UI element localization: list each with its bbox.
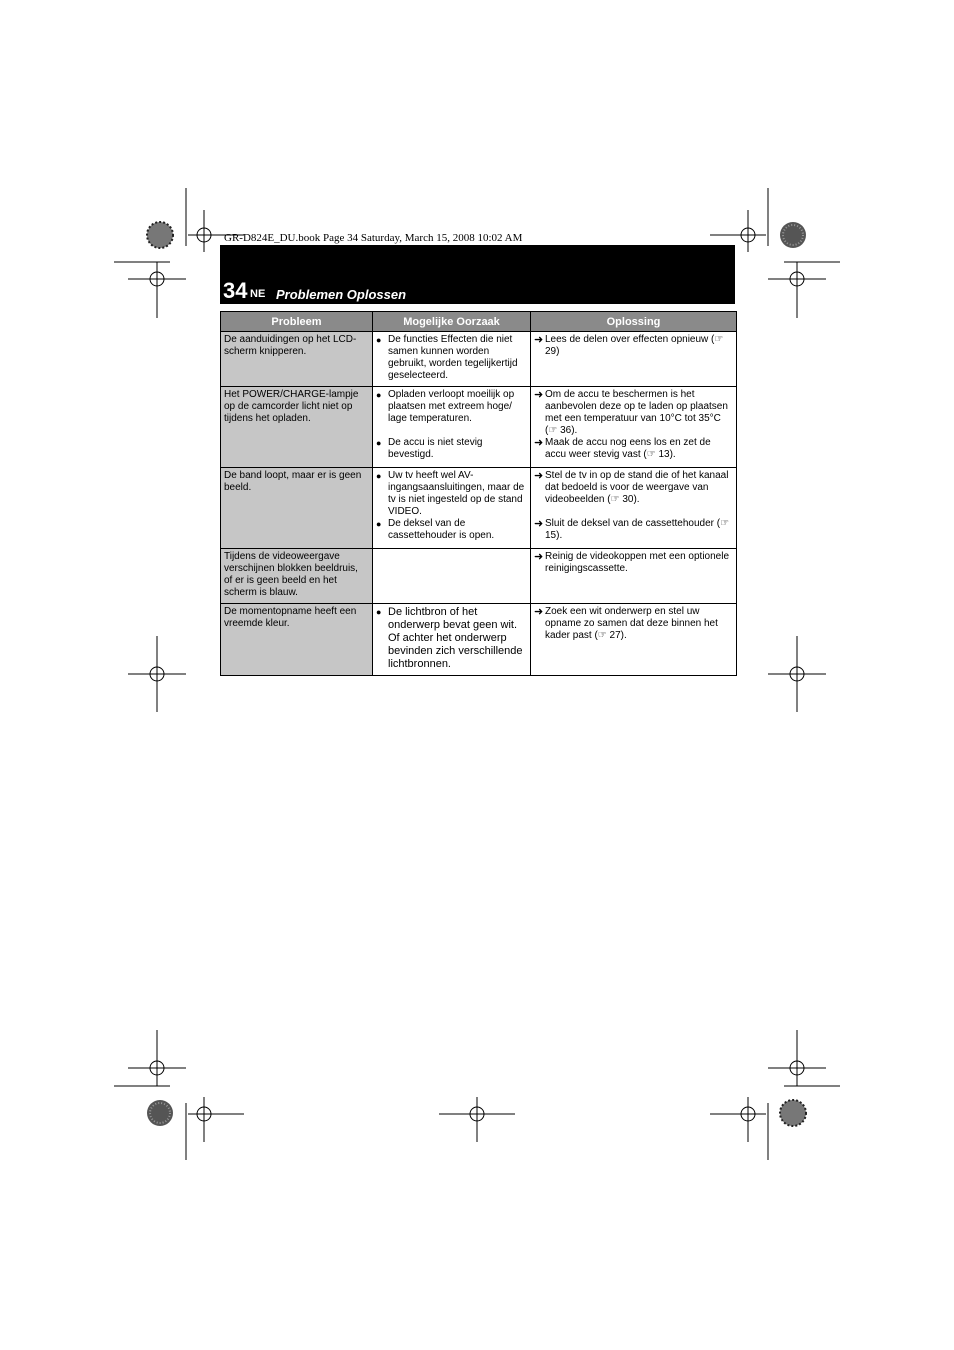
solution-text: Om de accu te beschermen is het aanbevolen deze op te laden op plaatsen met een temperatuur van 10°C tot 35°C (☞ 36). [545,389,728,436]
cause-item [376,518,527,542]
solution-cell [531,604,737,676]
solution-text: Reinig de videokoppen met een optionele reinigingscassette. [545,551,730,574]
cause-cell [373,387,531,468]
problem-cell: Het POWER/CHARGE-lampje op de camcorder licht niet op tijdens het opladen. [221,387,373,468]
solution-cell [531,549,737,604]
cause-text: De deksel van de cassettehouder is open. [388,518,495,541]
registration-mark-icon [710,1097,766,1142]
cause-text: De lichtbron of het onderwerp bevat geen wit. Of achter het onderwerp bevinden zich verschillende lichtbronnen. [388,606,523,670]
bullet-dot-icon: ● [376,390,382,400]
problem-cell: De momentopname heeft een vreemde kleur. [221,604,373,676]
cause-text: Uw tv heeft wel AV-ingangsaansluitingen, maar de tv is niet ingesteld op de stand VIDEO. [388,470,525,517]
solution-cell [531,468,737,549]
registration-mark-icon [768,636,826,712]
table-row [221,387,737,468]
bullet-dot-icon: ● [376,471,382,481]
cause-text: De accu is niet stevig bevestigd. [388,437,483,460]
starburst-target-icon [780,222,806,248]
solution-text: Maak de accu nog eens los en zet de accu weer stevig vast (☞ 13). [545,437,711,460]
cause-item [376,470,527,518]
solution-item [534,437,733,461]
troubleshooting-table [220,311,737,676]
language-code: NE [250,288,266,300]
solution-text: Stel de tv in op de stand die of het kanaal dat bedoeld is voor de weergave van videobeelden (☞ 30). [545,470,729,505]
arrow-right-icon: ➜ [534,518,544,530]
cause-item [376,334,527,382]
starburst-target-icon [147,222,173,248]
solution-text: Sluit de deksel van de cassettehouder (☞ 15). [545,518,730,541]
bullet-dot-icon: ● [376,519,382,529]
starburst-target-icon [780,1100,806,1126]
solution-item [534,606,733,642]
registration-mark-icon [768,1030,840,1086]
problem-cell: Tijdens de videoweergave verschijnen blokken beeldruis, of er is geen beeld en het scherm is blauw. [221,549,373,604]
bullet-dot-icon: ● [376,607,382,617]
section-title: Problemen Oplossen [276,287,407,302]
table-row [221,332,737,387]
solution-item [534,389,733,437]
solution-cell [531,387,737,468]
arrow-right-icon: ➜ [534,437,544,449]
registration-mark-icon [439,1097,515,1142]
registration-mark-icon [114,1030,186,1086]
page-number: 34 [223,278,248,303]
cause-text: De functies Effecten die niet samen kunnen worden gebruikt, worden tegelijkertijd geselecteerd. [388,334,518,381]
column-header-solution: Oplossing [531,312,737,332]
arrow-right-icon: ➜ [534,334,544,346]
table-row [221,604,737,676]
solution-item [534,551,733,575]
bullet-dot-icon: ● [376,438,382,448]
arrow-right-icon: ➜ [534,389,544,401]
cause-cell [373,468,531,549]
print-slug: GR-D824E_DU.book Page 34 Saturday, March 15, 2008 10:02 AM [224,232,523,244]
arrow-right-icon: ➜ [534,470,544,482]
bullet-dot-icon: ● [376,335,382,345]
cause-text: Opladen verloopt moeilijk op plaatsen met extreem hoge/ lage temperaturen. [388,389,515,424]
registration-mark-icon [128,636,186,712]
solution-item [534,470,733,506]
solution-text: Zoek een wit onderwerp en stel uw opname zo samen dat deze binnen het kader past (☞ 27). [545,606,718,641]
registration-mark-icon [114,262,186,318]
solution-item [534,518,733,542]
starburst-target-icon [147,1100,173,1126]
column-header-problem: Probleem [221,312,373,332]
table-row [221,549,737,604]
column-header-cause: Mogelijke Oorzaak [373,312,531,332]
cause-cell [373,604,531,676]
table-row [221,468,737,549]
cause-cell [373,549,531,604]
solution-text: Lees de delen over effecten opnieuw (☞ 29) [545,334,724,357]
solution-cell [531,332,737,387]
cause-item [376,389,527,425]
table-header-row [221,312,737,332]
problem-cell: De aanduidingen op het LCD-scherm knipperen. [221,332,373,387]
arrow-right-icon: ➜ [534,551,544,563]
cause-item [376,437,527,461]
registration-mark-icon [768,262,840,318]
arrow-right-icon: ➜ [534,606,544,618]
solution-item [534,334,733,358]
cause-item [376,606,527,671]
problem-cell: De band loopt, maar er is geen beeld. [221,468,373,549]
cause-cell [373,332,531,387]
registration-mark-icon [188,1097,244,1142]
